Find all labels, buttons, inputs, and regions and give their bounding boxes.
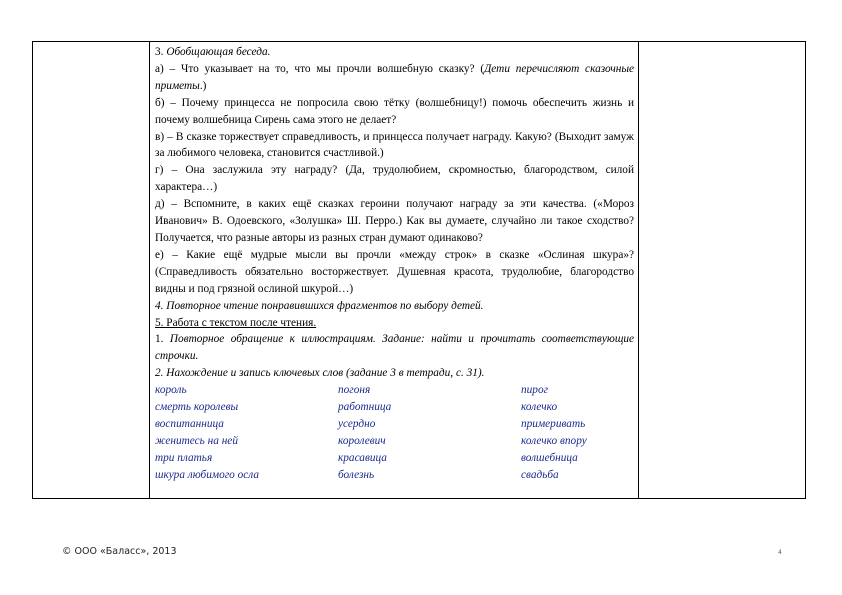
keyword: колечко впору (521, 434, 587, 447)
keyword: болезнь (338, 468, 375, 481)
keyword: женитесь на ней (155, 434, 238, 447)
table-right-column (639, 42, 805, 498)
question-a: а) – Что указывает на то, что мы прочли волшебную сказку? (Дети перечисляют сказочные приметы.) (155, 62, 634, 92)
keyword: красавица (338, 451, 387, 464)
table-main-column (150, 42, 639, 498)
keyword: шкура любимого осла (155, 468, 259, 481)
keyword: работница (338, 401, 392, 414)
footer-copyright: © ООО «Баласс», 2013 (62, 546, 177, 557)
section5-heading: 5. Работа с текстом после чтения. (155, 316, 317, 329)
keyword: пирог (521, 384, 549, 397)
keyword: усердно (338, 417, 376, 430)
table-left-column (33, 42, 150, 498)
item-4: 4. Повторное чтение понравившихся фрагментов по выбору детей. (155, 299, 484, 312)
section5-item2: 2. Нахождение и запись ключевых слов (задание 3 в тетради, с. 31). (155, 367, 485, 380)
keyword: королевич (338, 434, 386, 447)
keywords-grid (155, 382, 634, 483)
keyword: король (155, 384, 187, 397)
keyword: волшебница (521, 451, 578, 464)
page-number: 4 (778, 549, 782, 556)
question-g: г) – Она заслужила эту награду? (Да, трудолюбием, скромностью, благородством, силой характера…) (155, 164, 634, 194)
question-d: д) – Вспомните, в каких ещё сказках героини получают награду за эти качества. («Мороз Иванович» В. Одоевского, «Золушка» Ш. Перро.) Как вы думаете, случайно ли такое сходство? Получается, что разные авторы из разных стран думают одинаково? (155, 198, 634, 244)
keyword: примеривать (521, 417, 586, 430)
question-v: в) – В сказке торжествует справедливость, и принцесса получает награду. Какую? (Выходит замуж за любимого человека, становится счастливой.) (155, 130, 634, 160)
keyword: колечко (521, 401, 558, 414)
keyword: погоня (338, 384, 371, 397)
keyword: свадьба (521, 468, 559, 481)
keyword: смерть королевы (155, 401, 239, 414)
question-b: б) – Почему принцесса не попросила свою тётку (волшебницу!) помочь обеспечить жизнь и почему волшебница Сирень сама этого не делает? (155, 96, 634, 126)
section5-item1: 1. Повторное обращение к иллюстрациям. Задание: найти и прочитать соответствующие строчки. (155, 333, 635, 363)
lesson-table (32, 41, 806, 499)
section3-heading: 3. Обобщающая беседа. (155, 46, 271, 58)
keyword: воспитанница (155, 417, 224, 430)
keyword: три платья (155, 451, 213, 464)
question-e: е) – Какие ещё мудрые мысли вы прочли «между строк» в сказке «Ослиная шкура»? (Справедливость обязательно восторжествует. Душевная красота, трудолюбие, благородство видны и под грязной ослиной шкурой…) (155, 248, 634, 295)
